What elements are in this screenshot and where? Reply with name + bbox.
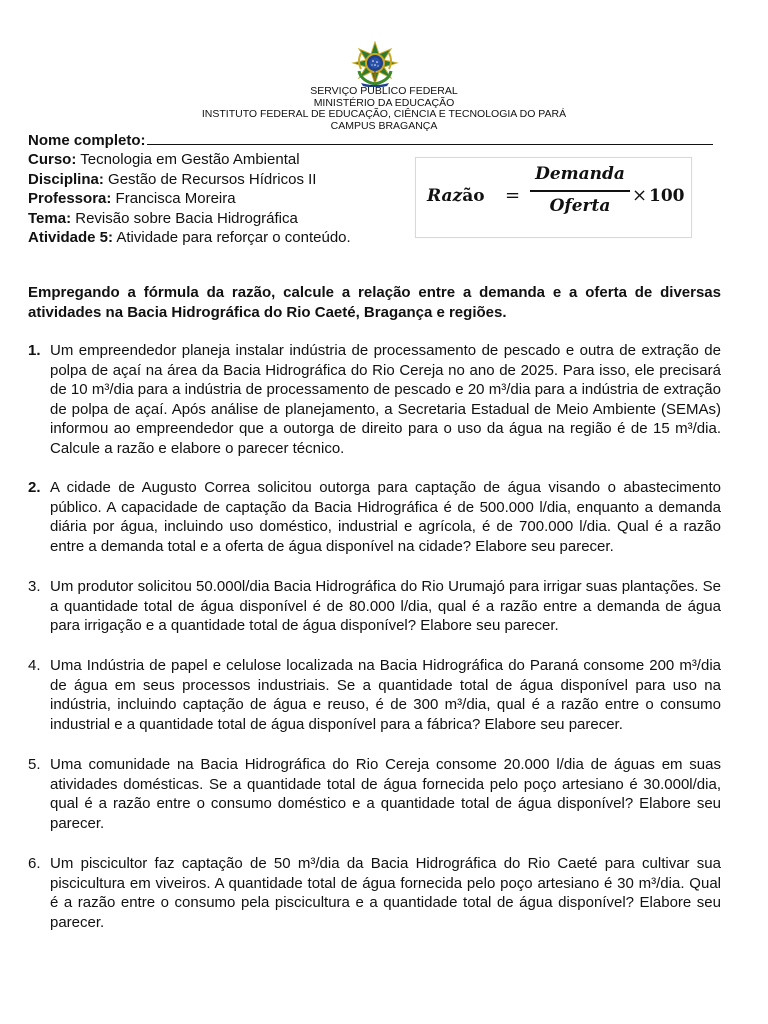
professora-label: Professora: [28,190,112,208]
question-number: 5. [28,756,41,773]
tema-label: Tema: [28,209,72,227]
disciplina-label: Disciplina: [28,170,104,188]
coat-of-arms-icon [351,41,399,87]
formula-box [415,157,692,238]
question-number: 2. [28,479,41,496]
name-label: Nome completo: [28,132,146,149]
disciplina-value: Gestão de Recursos Hídricos II [108,170,317,188]
question-text: Uma Indústria de papel e celulose localizada na Bacia Hidrográfica do Paraná consome 200 m³/dia de água em seus processos industriais. Se a quantidade total de água disponível para uso na indústria, incluindo captação de água e reuso, é de 300 m³/dia, qual é a razão entre o consumo industrial e a quantidade total de água disponível para a fábrica? Elabore seu parecer. [50,657,721,733]
question-item [28,656,721,734]
curso-label: Curso: [28,151,77,169]
question-number: 1. [28,342,41,359]
header-line-1: SERVIÇO PÚBLICO FEDERAL [310,85,458,97]
name-row [28,130,728,150]
question-number: 4. [28,657,41,674]
question-text: A cidade de Augusto Correa solicitou outorga para captação de água visando o abastecimento público. A capacidade de captação da Bacia Hidrográfica é de 500.000 l/dia, enquanto a demanda diária por água, incluindo uso doméstico, industrial e agrícola, é de 700.000 l/dia. Qual é a razão entre a demanda total e a oferta de água disponível na cidade? Elabore seu parecer. [50,479,721,555]
curso-value: Tecnologia em Gestão Ambiental [80,151,300,169]
tema-value: Revisão sobre Bacia Hidrográfica [75,209,298,227]
atividade-value: Atividade para reforçar o conteúdo. [116,229,351,247]
question-item [28,854,721,932]
name-blank-line [147,130,713,145]
header-line-4: CAMPUS BRAGANÇA [330,119,438,132]
question-text: Um piscicultor faz captação de 50 m³/dia da Bacia Hidrográfica do Rio Caeté para cultivar sua piscicultura em viveiros. A quantidade total de água fornecida pelo poço artesiano é 30 m³/dia. Qual é a razão entre o consumo pela piscicultura e a quantidade total de água disponível? Elabore seu parecer. [50,855,721,931]
formula-denominator: Oferta [549,196,611,216]
question-number: 3. [28,578,41,595]
question-item [28,341,721,458]
ratio-formula [426,162,686,232]
question-text: Uma comunidade na Bacia Hidrográfica do Rio Cereja consome 20.000 l/dia de águas em suas atividades domésticas. Se a quantidade total de água fornecida pelo poço artesiano é 30.000l/dia, qual é a razão entre o consumo doméstico e a quantidade total de água disponível? Elabore seu parecer. [50,756,721,832]
question-number: 6. [28,855,41,872]
institution-header [0,86,768,132]
question-item [28,755,721,833]
question-text: Um empreendedor planeja instalar indústria de processamento de pescado e outra de extração de polpa de açaí na área da Bacia Hidrográfica do Rio Cereja no ano de 2025. Para isso, ele precisará de 10 m³/dia para a indústria de processamento de pescado e 20 m³/dia para a indústria de extração de polpa de açaí. Após análise de planejamento, a Secretaria Estadual de Meio Ambiente (SEMAs) informou ao empreendedor que a outorga de direito para o uso da água na região é de 15 m³/dia. Calcule a razão e elabore o parecer técnico. [50,342,721,457]
atividade-label: Atividade 5: [28,229,114,247]
instructions-paragraph: Empregando a fórmula da razão, calcule a relação entre a demanda e a oferta de diversas atividades na Bacia Hidrográfica do Rio Caeté, Bragança e regiões. [28,284,721,321]
formula-lhs [427,186,485,206]
formula-numerator: Demanda [535,164,625,184]
formula-factor: 100 [649,186,685,206]
formula-lhs-italic: Raz [427,186,463,206]
professora-value: Francisca Moreira [115,190,236,208]
formula-lhs-upright: ão [462,186,485,206]
formula-times: × [632,185,648,206]
header-line-3: INSTITUTO FEDERAL DE EDUCAÇÃO, CIÊNCIA E TECNOLOGIA DO PARÁ [201,108,567,120]
formula-fraction-bar [530,190,630,192]
header-line-2: MINISTÉRIO DA EDUCAÇÃO [313,96,455,109]
question-text: Um produtor solicitou 50.000l/dia Bacia Hidrográfica do Rio Urumajó para irrigar suas plantações. Se a quantidade total de água disponível é de 80.000 l/dia, qual é a razão entre a demanda de água para irrigação e a quantidade total de água disponível? Elabore seu parecer. [50,578,721,634]
question-item [28,577,721,636]
question-item [28,478,721,556]
formula-equals: = [505,185,521,206]
